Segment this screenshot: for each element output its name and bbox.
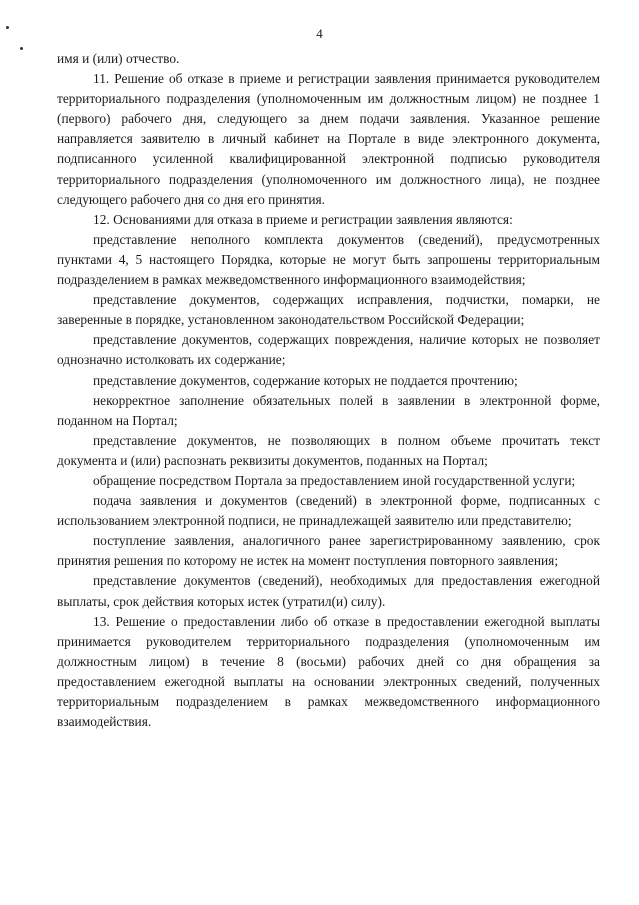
ground-expired-documents: представление документов (сведений), необходимых для предоставления ежегодной выплаты, срок действия которых истек (утратил(и) силу).	[57, 573, 600, 609]
paragraph-item-13: 13. Решение о предоставлении либо об отказе в предоставлении ежегодной выплаты принимается руководителем территориального подразделения (уполномоченным им должностным лицом) в течение 8 (восьми) рабочих дней со дня обращения за предоставлением ежегодной выплаты на основании электронных сведений, полученных территориальным подразделением в рамках межведомственного информационного взаимодействия.	[57, 613, 600, 730]
ground-foreign-signature: подача заявления и документов (сведений) в электронной форме, подписанных с использованием электронной подписи, не принадлежащей заявителю или представителю;	[57, 493, 600, 529]
ground-damaged-documents: представление документов, содержащих повреждения, наличие которых не позволяет однозначно истолковать их содержание;	[57, 332, 600, 368]
document-body	[57, 49, 600, 732]
ground-incomplete-documents: представление неполного комплекта документов (сведений), предусмотренных пунктами 4, 5 настоящего Порядка, которые не могут быть запрошены территориальным подразделением в рамках межведомственного информационного взаимодействия;	[57, 231, 600, 288]
ground-duplicate-application: поступление заявления, аналогичного ранее зарегистрированному заявлению, срок принятия решения по которому не истек на момент поступления повторного заявления;	[57, 533, 600, 569]
paragraph-item-12: 12. Основаниями для отказа в приеме и регистрации заявления являются:	[93, 211, 513, 227]
ground-incomplete-text: представление документов, не позволяющих в полном объеме прочитать текст документа и (или) распознать реквизиты документов, поданных на Портал;	[57, 432, 600, 468]
paragraph-item-11: 11. Решение об отказе в приеме и регистрации заявления принимается руководителем территориального подразделения (уполномоченным им должностным лицом) не позднее 1 (первого) рабочего дня, следующего за днем подачи заявления. Указанное решение направляется заявителю в личный кабинет на Портале в виде электронного документа, подписанного усиленной квалифицированной электронной подписью руководителя территориального подразделения (уполномоченного им должностного лица), не позднее следующего рабочего дня со дня его принятия.	[57, 71, 600, 207]
scan-speck	[6, 26, 9, 29]
ground-incorrect-fields: некорректное заполнение обязательных полей в заявлении в электронной форме, поданном на Портал;	[57, 392, 600, 428]
paragraph-continuation: имя и (или) отчество.	[57, 51, 180, 66]
scan-speck	[20, 47, 23, 50]
ground-corrected-documents: представление документов, содержащих исправления, подчистки, помарки, не заверенные в порядке, установленном законодательством Российской Федерации;	[57, 292, 600, 328]
ground-other-service: обращение посредством Портала за предоставлением иной государственной услуги;	[93, 472, 576, 488]
page-number: 4	[316, 26, 323, 41]
ground-unreadable-documents: представление документов, содержание которых не поддается прочтению;	[93, 372, 518, 388]
